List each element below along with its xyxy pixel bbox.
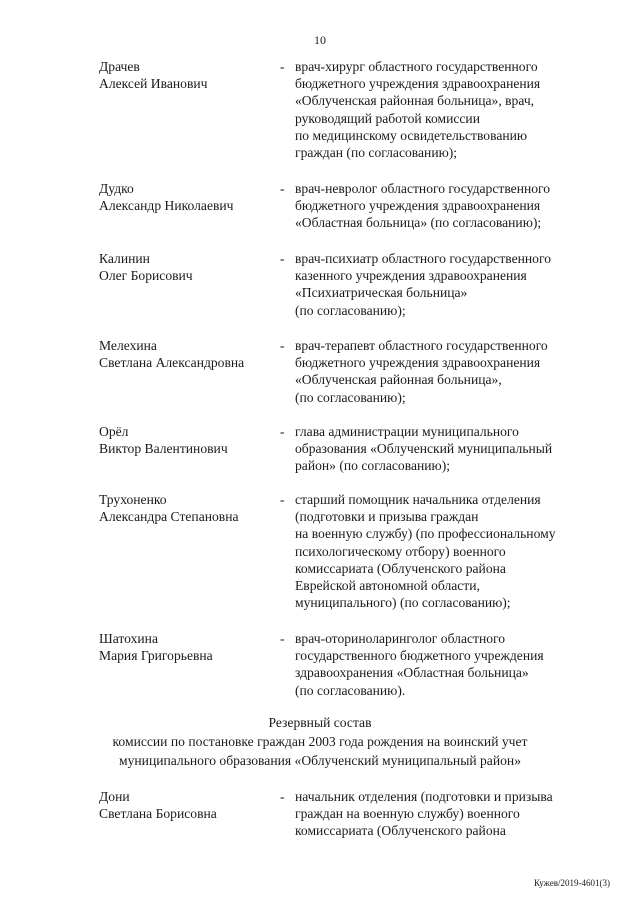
reserve-subtitle-line: комиссии по постановке граждан 2003 года рождения на воинский учет xyxy=(112,734,528,749)
description-line: казенного учреждения здравоохранения xyxy=(295,268,527,284)
member-given-names: Александр Николаевич xyxy=(99,198,234,213)
member-name xyxy=(99,250,274,284)
description-line: здравоохранения «Областная больница» xyxy=(295,665,529,681)
description-line: граждан на военную службу) военного xyxy=(295,806,520,822)
description-line: «Облученская районная больница», врач, xyxy=(295,93,535,109)
member-surname: Дони xyxy=(99,789,130,804)
description-line: муниципального) (по согласованию); xyxy=(295,595,511,611)
description-line: начальник отделения (подготовки и призыва xyxy=(295,789,553,804)
dash-separator: - xyxy=(280,59,285,74)
member-given-names: Светлана Борисовна xyxy=(99,806,217,821)
member-name xyxy=(99,180,274,214)
dash-separator: - xyxy=(280,251,285,266)
member-given-names: Алексей Иванович xyxy=(99,76,208,91)
description-line: врач-терапевт областного государственного xyxy=(295,338,548,353)
member-surname: Шатохина xyxy=(99,631,158,646)
reserve-subtitle-line: муниципального образования «Облученский муниципальный район» xyxy=(119,753,521,768)
description-line: «Психиатрическая больница» xyxy=(295,285,468,301)
description-line: (по согласованию); xyxy=(295,302,406,318)
member-description xyxy=(295,250,600,319)
description-line: на военную службу) (по профессиональному xyxy=(295,526,556,542)
description-line: «Областная больница» (по согласованию); xyxy=(295,215,542,231)
member-given-names: Светлана Александровна xyxy=(99,355,245,370)
member-description xyxy=(295,337,600,406)
member-name xyxy=(99,423,274,457)
description-line: врач-оториноларинголог областного xyxy=(295,631,506,646)
member-given-names: Виктор Валентинович xyxy=(99,441,228,456)
dash-separator: - xyxy=(280,338,285,353)
description-line: врач-невролог областного государственного xyxy=(295,181,551,196)
description-line: старший помощник начальника отделения xyxy=(295,492,541,507)
description-line: граждан (по согласованию); xyxy=(295,145,458,161)
member-surname: Трухоненко xyxy=(99,492,167,507)
description-line: государственного бюджетного учреждения xyxy=(295,648,544,664)
member-name xyxy=(99,491,274,525)
description-line: «Облученская районная больница», xyxy=(295,372,502,388)
reserve-heading xyxy=(0,713,640,770)
dash-separator: - xyxy=(280,181,285,196)
member-name xyxy=(99,337,274,371)
document-footer-code: Кужев/2019-4601(3) xyxy=(533,878,610,888)
description-line: бюджетного учреждения здравоохранения xyxy=(295,198,541,214)
description-line: (по согласованию). xyxy=(295,682,406,698)
description-line: психологическому отбору) военного xyxy=(295,543,506,559)
member-name xyxy=(99,630,274,664)
member-given-names: Олег Борисович xyxy=(99,268,193,283)
member-description xyxy=(295,423,600,475)
page-number: 10 xyxy=(314,33,326,47)
description-line: врач-хирург областного государственного xyxy=(295,59,538,74)
description-line: образования «Облученский муниципальный xyxy=(295,441,553,457)
member-description xyxy=(295,630,600,699)
description-line: глава администрации муниципального xyxy=(295,424,519,439)
description-line: врач-психиатр областного государственного xyxy=(295,251,552,266)
member-name xyxy=(99,58,274,92)
description-line: (подготовки и призыва граждан xyxy=(295,509,479,525)
member-surname: Драчев xyxy=(99,59,140,74)
description-line: комиссариата (Облученского района xyxy=(295,560,506,576)
description-line: бюджетного учреждения здравоохранения xyxy=(295,76,541,92)
member-surname: Дудко xyxy=(99,181,134,196)
member-surname: Орёл xyxy=(99,424,129,439)
dash-separator: - xyxy=(280,424,285,439)
description-line: руководящий работой комиссии xyxy=(295,110,480,126)
description-line: Еврейской автономной области, xyxy=(295,578,480,594)
member-description xyxy=(295,491,600,611)
dash-separator: - xyxy=(280,789,285,804)
dash-separator: - xyxy=(280,492,285,507)
member-surname: Мелехина xyxy=(99,338,157,353)
member-given-names: Мария Григорьевна xyxy=(99,648,213,663)
description-line: район» (по согласованию); xyxy=(295,458,451,474)
description-line: комиссариата (Облученского района xyxy=(295,823,506,839)
dash-separator: - xyxy=(280,631,285,646)
member-description xyxy=(295,58,600,161)
member-given-names: Александра Степановна xyxy=(99,509,239,524)
description-line: по медицинскому освидетельствованию xyxy=(295,127,528,143)
reserve-title: Резервный состав xyxy=(268,715,372,730)
description-line: (по согласованию); xyxy=(295,389,406,405)
member-description xyxy=(295,788,600,840)
member-surname: Калинин xyxy=(99,251,150,266)
member-description xyxy=(295,180,600,232)
member-name xyxy=(99,788,274,822)
description-line: бюджетного учреждения здравоохранения xyxy=(295,355,541,371)
